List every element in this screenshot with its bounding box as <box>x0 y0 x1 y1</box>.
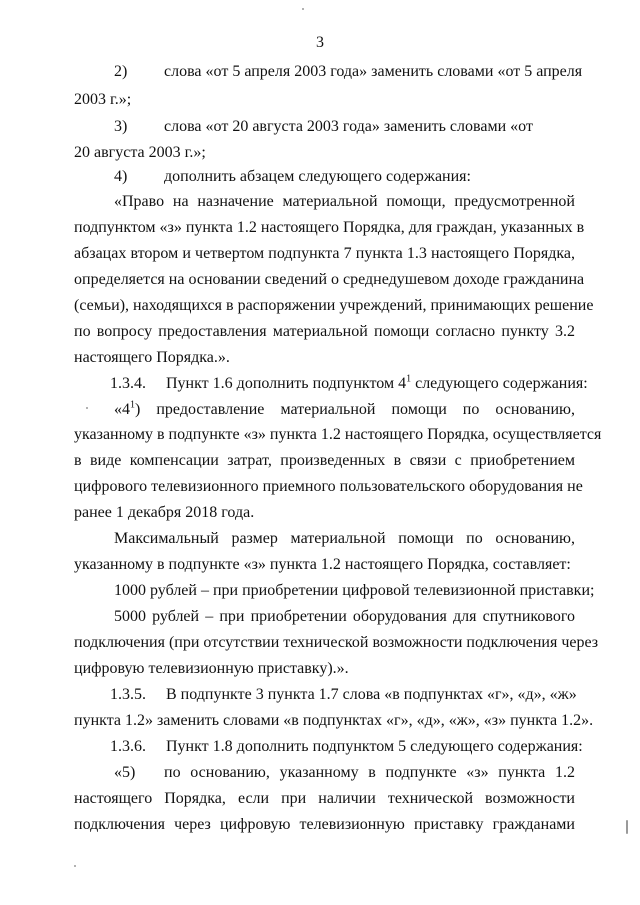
scan-speck <box>86 407 88 409</box>
section-1-3-5-number: 1.3.5. <box>110 686 146 703</box>
section-1-3-5-line-2: пункта 1.2» заменить словами «в подпунктах «г», «д», «ж», «з» пункта 1.2». <box>74 712 594 729</box>
quote-line-4: определяется на основании сведений о среднедушевом доходе гражданина <box>74 271 585 288</box>
section-1-3-5-text: В подпункте 3 пункта 1.7 слова «в подпунктах «г», «д», «ж» <box>166 686 577 703</box>
item-4-line <box>114 167 575 187</box>
amount-5000-line-1: 5000 рублей – при приобретении оборудования для спутникового <box>114 608 575 625</box>
final-para-line-1-text: по основанию, указанному в подпункте «з» пункта 1.2 <box>164 764 575 781</box>
s134-quote-line-4: цифрового телевизионного приемного пользовательского оборудования не <box>74 478 583 495</box>
s134-quote-line-2: указанному в подпункте «з» пункта 1.2 настоящего Порядка, осуществляется <box>74 426 602 443</box>
scan-speck <box>74 865 76 867</box>
quote-line-2: подпунктом «з» пункта 1.2 настоящего Порядка, для граждан, указанных в <box>74 219 585 236</box>
quote-line-1: «Право на назначение материальной помощи, предусмотренной <box>114 193 575 210</box>
item-2-line-1 <box>114 62 583 82</box>
final-para-line-1 <box>114 763 575 783</box>
quote-line-7: настоящего Порядка.». <box>74 349 230 366</box>
amount-5000-line-3: цифровую телевизионную приставку).». <box>74 660 349 677</box>
section-1-3-6-line <box>110 737 583 757</box>
amount-1000: 1000 рублей – при приобретении цифровой телевизионной приставки; <box>114 582 595 599</box>
scan-speck <box>302 8 304 10</box>
s134-quote-sup: 1 <box>130 399 135 411</box>
page-number: 3 <box>316 34 324 51</box>
final-para-prefix: «5) <box>114 764 136 781</box>
section-1-3-5-line-1 <box>110 685 575 705</box>
quote-line-6: по вопросу предоставления материальной помощи согласно пункту 3.2 <box>74 323 575 340</box>
section-1-3-4-text-after: следующего содержания: <box>411 375 588 392</box>
s134-quote-line-1 <box>114 400 575 420</box>
section-1-3-4-text: Пункт 1.6 дополнить подпунктом 4 <box>166 375 407 392</box>
amount-5000-line-2: подключения (при отсутствии технической возможности подключения через <box>74 634 599 651</box>
item-2-text: слова «от 5 апреля 2003 года» заменить словами «от 5 апреля <box>164 63 583 80</box>
s134-quote-rest: ) предоставление материальной помощи по основанию, <box>135 401 575 418</box>
section-1-3-4-heading <box>110 373 588 394</box>
item-4-text: дополнить абзацем следующего содержания: <box>164 168 471 185</box>
final-para-line-3: подключения через цифровую телевизионную приставку гражданами <box>74 816 575 833</box>
max-para-line-1: Максимальный размер материальной помощи по основанию, <box>114 530 575 547</box>
item-3-text: слова «от 20 августа 2003 года» заменить словами «от <box>164 118 533 135</box>
item-4-number: 4) <box>114 168 128 185</box>
scan-speck <box>626 820 628 834</box>
s134-quote-prefix: «4 <box>114 401 130 418</box>
s134-quote-line-3: в виде компенсации затрат, произведенных в связи с приобретением <box>74 452 575 469</box>
final-para-line-2: настоящего Порядка, если при наличии технической возможности <box>74 790 575 807</box>
quote-line-5: (семьи), находящихся в распоряжении учреждений, принимающих решение <box>74 297 594 314</box>
item-3-line-1 <box>114 117 575 137</box>
s134-quote-line-5: ранее 1 декабря 2018 года. <box>74 504 255 521</box>
item-3-number: 3) <box>114 118 128 135</box>
quote-line-3: абзацах втором и четвертом подпункта 7 пункта 1.3 настоящего Порядка, <box>74 245 575 262</box>
section-1-3-4-sup: 1 <box>406 373 412 385</box>
max-para-line-2: указанному в подпункте «з» пункта 1.2 настоящего Порядка, составляет: <box>74 556 571 573</box>
item-2-number: 2) <box>114 63 128 80</box>
section-1-3-4-number: 1.3.4. <box>110 375 146 392</box>
section-1-3-6-text: Пункт 1.8 дополнить подпунктом 5 следующего содержания: <box>166 738 583 755</box>
section-1-3-6-number: 1.3.6. <box>110 738 146 755</box>
item-3-line-2: 20 августа 2003 г.»; <box>74 144 206 161</box>
item-2-line-2: 2003 г.»; <box>74 91 132 108</box>
